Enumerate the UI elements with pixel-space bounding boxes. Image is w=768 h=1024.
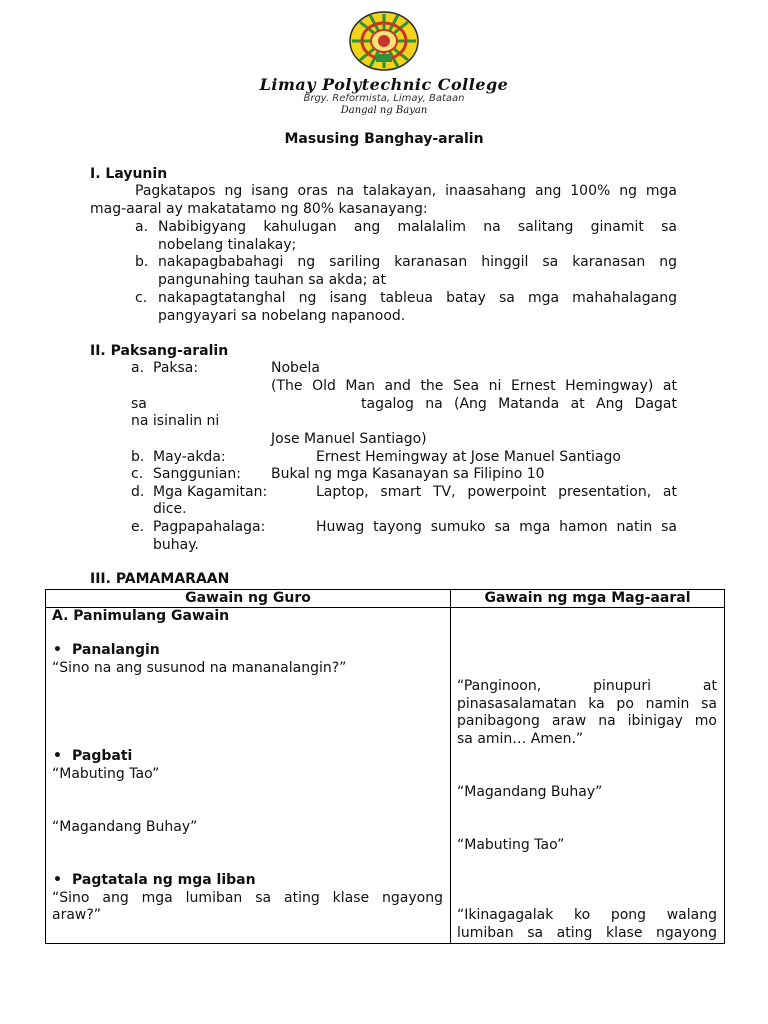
pagbati-greeting-1: “Mabuting Tao” <box>52 766 160 782</box>
kagamitan-label: Mga Kagamitan: <box>153 484 268 500</box>
panimulang-gawain-heading: A. Panimulang Gawain <box>52 608 230 624</box>
liban-question-line2: araw?” <box>52 907 102 923</box>
paksa-sa: sa <box>131 396 147 412</box>
school-motto: Dangal ng Bayan <box>340 105 428 116</box>
may-akda-marker: b. <box>131 449 145 465</box>
student-absent-line1: “Ikinagagalak ko pong walang <box>457 907 717 923</box>
paksa-value: Nobela <box>271 360 321 376</box>
document-title: Masusing Banghay-aralin <box>284 131 484 147</box>
objective-c-line2: pangyayari sa nobelang napanood. <box>158 308 406 324</box>
layunin-intro-line1: Pagkatapos ng isang oras na talakayan, inaasahang ang 100% ng mga <box>135 183 677 199</box>
objective-b-marker: b. <box>135 254 149 270</box>
paksa-line4: na isinalin ni <box>131 413 220 429</box>
kagamitan-marker: d. <box>131 484 145 500</box>
student-prayer-line4: sa amin… Amen.” <box>457 731 584 747</box>
section-layunin-heading: I. Layunin <box>90 166 168 182</box>
pagpapahalaga-marker: e. <box>131 519 145 535</box>
may-akda-label: May-akda: <box>153 449 226 465</box>
pagbati-greeting-2: “Magandang Buhay” <box>52 819 198 835</box>
objective-c-marker: c. <box>135 290 148 306</box>
sanggunian-label: Sanggunian: <box>153 466 241 482</box>
pagbati-heading: Pagbati <box>72 748 133 764</box>
sanggunian-marker: c. <box>131 466 144 482</box>
school-name: Limay Polytechnic College <box>259 75 509 94</box>
kagamitan-value: Laptop, smart TV, powerpoint presentation, at <box>316 484 677 500</box>
paksa-label: Paksa: <box>153 360 199 376</box>
section-pamamaraan-heading: III. PAMAMARAAN <box>90 571 230 587</box>
student-absent-line2: lumiban sa ating klase ngayong <box>457 925 717 941</box>
pagpapahalaga-label: Pagpapahalaga: <box>153 519 266 535</box>
student-reply-2: “Mabuting Tao” <box>457 837 565 853</box>
objective-a-marker: a. <box>135 219 149 235</box>
liban-question-line1: “Sino ang mga lumiban sa ating klase ngayong <box>52 890 443 906</box>
pagpapahalaga-value: Huwag tayong sumuko sa mga hamon natin sa <box>316 519 677 535</box>
objective-b-line1: nakapagbabahagi ng sariling karanasan hinggil sa karanasan ng <box>158 254 677 270</box>
layunin-intro-line2: mag-aaral ay makatatamo ng 80% kasanayang: <box>90 201 428 217</box>
may-akda-value: Ernest Hemingway at Jose Manuel Santiago <box>316 449 621 465</box>
paksa-line2: (The Old Man and the Sea ni Ernest Hemingway) at <box>271 378 677 394</box>
paksa-line5: Jose Manuel Santiago) <box>271 431 427 447</box>
section-paksang-aralin-heading: II. Paksang-aralin <box>90 343 229 359</box>
college-seal-logo <box>348 10 420 72</box>
objective-a-line1: Nabibigyang kahulugan ang malalalim na salitang ginamit sa <box>158 219 677 235</box>
panalangin-heading: Panalangin <box>72 642 160 658</box>
objective-b-line2: pangunahing tauhan sa akda; at <box>158 272 386 288</box>
school-address: Brgy. Reformista, Limay, Bataan <box>303 93 465 104</box>
lesson-procedure-table <box>45 589 725 944</box>
paksa-line3: tagalog na (Ang Matanda at Ang Dagat <box>361 396 677 412</box>
paksa-marker: a. <box>131 360 145 376</box>
teacher-activities-cell <box>46 608 451 944</box>
column-header-teacher: Gawain ng Guro <box>46 590 451 608</box>
student-prayer-line2: pinasasalamatan ka po namin sa <box>457 696 717 712</box>
kagamitan-cont: dice. <box>153 501 187 517</box>
column-header-student: Gawain ng mga Mag-aaral <box>451 590 725 608</box>
objective-a-line2: nobelang tinalakay; <box>158 237 297 253</box>
objective-c-line1: nakapagtatanghal ng isang tableua batay sa mga mahahalagang <box>158 290 677 306</box>
liban-heading: Pagtatala ng mga liban <box>72 872 256 888</box>
student-prayer-line1: “Panginoon, pinupuri at <box>457 678 717 694</box>
student-reply-1: “Magandang Buhay” <box>457 784 603 800</box>
pagpapahalaga-cont: buhay. <box>153 537 199 553</box>
student-activities-cell <box>451 608 725 944</box>
bullet-liban: • <box>53 872 62 888</box>
sanggunian-value: Bukal ng mga Kasanayan sa Filipino 10 <box>271 466 545 482</box>
student-prayer-line3: panibagong araw na ibinigay mo <box>457 713 717 729</box>
bullet-panalangin: • <box>53 642 62 658</box>
bullet-pagbati: • <box>53 748 62 764</box>
panalangin-question: “Sino na ang susunod na mananalangin?” <box>52 660 347 676</box>
